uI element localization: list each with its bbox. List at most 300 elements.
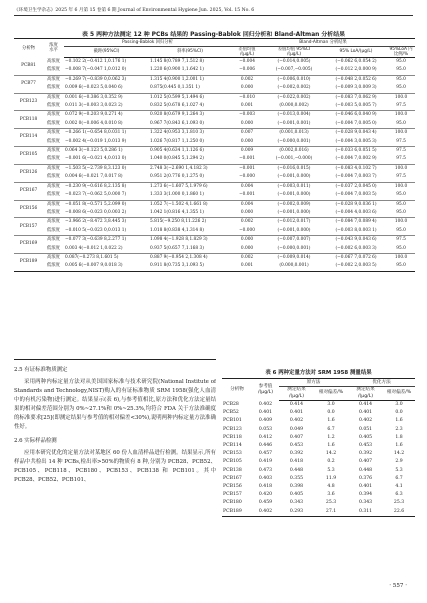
t6-cell-d2: 6.7 <box>395 475 403 481</box>
t6-cell-d2: 5.3 <box>395 467 403 473</box>
t6-cell-d1: 0.2 <box>327 459 335 465</box>
t6-cell-m2: 0.407 <box>358 459 373 465</box>
t6-cell-m1: 0.049 <box>289 426 304 432</box>
t5-cell-prop: 100.0 <box>387 111 415 120</box>
t5-cell-prop: 97.5 <box>396 156 406 162</box>
t6-cell-d2: 3.0 <box>395 402 403 407</box>
t5-cell-loa: (−0.002 2,0.003 5) <box>335 263 377 269</box>
t6-cell-m2: 0.448 <box>358 467 373 473</box>
t5-cell-intercept: −3.966 2(−8.472 3,8.445 3) <box>64 218 149 227</box>
table-row <box>14 191 415 200</box>
t5-cell-prop: 97.5 <box>396 103 406 109</box>
t6-cell-m2: 0.453 <box>358 443 373 449</box>
table-row <box>14 182 415 191</box>
t6-cell-m2: 0.402 <box>358 418 373 424</box>
t6-cell-m2: 0.343 <box>358 500 373 506</box>
t6-cell-a: PCB114 <box>223 443 242 449</box>
page-number: · 557 · <box>389 583 407 589</box>
t5-cell-slope: 0.911 8(0.735 3,1.093 5) <box>150 263 204 269</box>
t6-cell-d1: 14.2 <box>325 451 337 457</box>
t5-cell-meandiff: −0.003 <box>231 111 263 120</box>
table-row <box>14 218 415 227</box>
t6-cell-a: PCB123 <box>223 426 242 432</box>
table-row <box>222 483 415 491</box>
t5-cell-level: 低浓度 <box>47 192 60 198</box>
t5-cell-meandiff: 0.002 <box>231 253 263 262</box>
t6-cell-r: 0.409 <box>258 418 273 424</box>
table-row <box>14 200 415 209</box>
t5-cell-meanci: (−0.014,0.005) <box>277 59 311 64</box>
t5-cell-loa: (−0.037 2,0.045 0) <box>325 182 387 191</box>
t5-cell-slope: 0.832 5(0.678 6,1.027 4) <box>150 103 204 109</box>
table-row <box>14 236 415 245</box>
t5-cell-meanci: (−0.007,−0.005) <box>275 67 313 73</box>
t5-cell-prop: 95.0 <box>396 263 406 269</box>
t5-cell-slope: 0.951 2(0.776 0,1.275 0) <box>150 174 204 180</box>
t6-cell-m2: 0.392 <box>358 451 373 457</box>
t5-col-level: 浓度 水平 <box>49 42 58 54</box>
t5-cell-loa: (−0.048 2,0.052 6) <box>325 75 387 84</box>
t5-cell-intercept: −0.023 7(−0.062 5,0.000 7) <box>65 192 127 198</box>
t5-cell-slope: 1.220 6(0.900 1,1.642 1) <box>150 67 204 73</box>
t5-cell-loa: (−0.084 7,0.089 4) <box>325 218 387 227</box>
t6-cell-d2: 2.9 <box>395 459 403 465</box>
t5-cell-prop: 100.0 <box>387 182 415 191</box>
t5-cell-meanci: (−0.009,0.014) <box>263 253 325 262</box>
t5-cell-intercept: 0.004 6(−0.021 7,0.017 8) <box>65 174 123 180</box>
t5-cell-intercept: −0.051 8(−0.571 5,2.099 0) <box>64 200 149 209</box>
t5-cell-meanci: (−0.001,0.000) <box>277 227 311 233</box>
t5-cell-intercept: 0.072 9(−0.203 9,0.271 4) <box>64 111 149 120</box>
t5-cell-loa: (−0.004 7,0.002 9) <box>335 156 377 162</box>
t5-cell-intercept: 0.064 3(−0.123 5,0.286 1) <box>64 147 149 156</box>
t5-col-loa-prop: 95%LoA 内 比例/% <box>387 47 415 58</box>
t5-cell-loa: (−0.033 6,0.051 5) <box>325 147 387 156</box>
t5-group-passing-bablok: Passing-Bablok 回归分析 <box>64 39 231 47</box>
t5-cell-prop: 100.0 <box>387 218 415 227</box>
t5-cell-meandiff: 0.000 <box>240 120 254 126</box>
t5-cell-loa: (−0.067 7,0.072 6) <box>325 253 387 262</box>
t6-cell-r: 0.473 <box>258 467 273 473</box>
t5-cell-meandiff: −0.010 <box>231 93 263 102</box>
t5-cell-intercept: −0.008 6(−0.023 0,0.003 2) <box>65 209 127 215</box>
t5-cell-prop: 97.5 <box>387 147 415 156</box>
t5-cell-intercept: 0.087(−0.273 8,1.601 5) <box>64 253 149 262</box>
t5-cell-analyte: PCB189 <box>14 253 43 271</box>
t5-cell-level: 高浓度 <box>43 111 64 120</box>
t6-cell-m1: 0.448 <box>289 467 304 473</box>
header-rule <box>14 15 413 16</box>
section-heading-2-5: 2.5 有证标准物质测定 <box>14 367 68 373</box>
t6-cell-r: 0.446 <box>258 443 273 449</box>
t5-cell-level: 低浓度 <box>47 120 60 126</box>
t6-col-meas-orig: 测定结果 /(μg/L) <box>279 387 314 401</box>
t5-cell-loa: (−0.009 3,0.009 3) <box>335 85 377 91</box>
t6-cell-m2: 0.051 <box>358 426 373 432</box>
t5-cell-meanci: (−0.001,0.001) <box>277 120 311 126</box>
t5-cell-meanci: (−0.003,0.011) <box>263 182 325 191</box>
t5-cell-meanci: (−0.002,0.009) <box>263 200 325 209</box>
t5-cell-level: 高浓度 <box>43 164 64 173</box>
t6-cell-r: 0.402 <box>258 401 273 407</box>
t6-cell-m2: 0.376 <box>358 475 373 481</box>
t5-cell-meandiff: −0.000 <box>239 227 255 233</box>
t5-cell-prop: 95.0 <box>396 85 406 91</box>
table5 <box>14 38 415 272</box>
table-row <box>222 458 415 466</box>
t5-cell-meanci: (−0.006,0.010) <box>263 75 325 84</box>
table-row <box>14 84 415 93</box>
table-row <box>222 475 415 483</box>
t6-cell-a: PCB52 <box>223 410 239 416</box>
t6-col-meas-opt: 测定结果 /(μg/L) <box>348 387 383 401</box>
t5-cell-prop: 100.0 <box>387 129 415 138</box>
t5-cell-analyte: PCB169 <box>14 236 43 254</box>
table-row <box>14 173 415 182</box>
t6-cell-m2: 0.311 <box>358 508 373 514</box>
t6-cell-a: PCB105 <box>223 459 242 465</box>
t5-cell-intercept: −0.010 5(−0.023 0,0.013 1) <box>65 227 127 233</box>
t6-cell-a: PCB101 <box>223 418 242 424</box>
t5-cell-slope: 0.967 7(0.843 6,1.093 0) <box>150 120 204 126</box>
t6-cell-d2: 6.3 <box>395 492 403 498</box>
t5-cell-intercept: 0.002 0(−0.006 4,0.010 8) <box>65 120 123 126</box>
running-header: 《环境卫生学杂志》2025 年 6 月第 15 卷第 6 期 Journal of Environmental Hygiene Jun. 2025, Vol. 15 No. 6 <box>14 8 255 13</box>
t5-cell-meanci: (−0.012,0.017) <box>263 218 325 227</box>
table-row <box>14 155 415 164</box>
t5-cell-meanci: (−0.007,0.007) <box>263 236 325 245</box>
t6-cell-m1: 0.407 <box>289 434 304 440</box>
t6-cell-d1: 1.6 <box>327 418 335 424</box>
t5-cell-slope: 0.887 9(−0.954 2,1.308 4) <box>149 253 231 262</box>
t5-cell-level: 高浓度 <box>43 182 64 191</box>
t5-cell-slope: 0.905 4(0.634 1,1.126 6) <box>149 147 231 156</box>
t5-cell-meandiff: 0.000 <box>231 236 263 245</box>
t5-cell-loa: (−0.043 9,0.043 6) <box>325 236 387 245</box>
t5-cell-meandiff: 0.009 <box>231 147 263 156</box>
t6-cell-d1: 25.3 <box>325 500 337 506</box>
t5-cell-meandiff: −0.001 <box>239 192 255 198</box>
t5-cell-meanci: (0.000,0.002) <box>279 103 309 109</box>
t5-cell-prop: 97.5 <box>387 236 415 245</box>
t5-cell-meandiff: 0.004 <box>231 200 263 209</box>
t6-cell-d1: 3.6 <box>327 492 335 498</box>
t6-cell-d1: 4.8 <box>327 484 335 490</box>
t5-cell-intercept: −0.008 7(−0.047 1,0.012 0) <box>65 67 127 73</box>
t5-col-intercept: 截距(95%CI) <box>64 47 149 58</box>
table-row <box>14 120 415 129</box>
t5-cell-meanci: (−0.001,−0.000) <box>275 156 313 162</box>
t5-cell-meandiff: −0.004 <box>239 59 255 64</box>
t5-cell-slope: 1.042 1(0.816 4,1.355 1) <box>150 209 204 215</box>
t5-cell-intercept: 0.005 6(−0.007 9,0.018 3) <box>65 263 123 269</box>
t6-cell-a: PCB118 <box>223 434 242 440</box>
t5-cell-slope: 1.098 4(−1.928 8,1.829 3) <box>149 236 231 245</box>
t5-cell-prop: 95.0 <box>396 245 406 251</box>
t6-cell-m1: 0.402 <box>289 418 304 424</box>
section-heading-2-6: 2.6 实际样品检测 <box>14 438 57 444</box>
table-row <box>14 129 415 138</box>
t6-cell-m1: 0.401 <box>289 410 304 416</box>
t5-cell-intercept: −0.269 7(−0.839 0,0.062 3) <box>64 75 149 84</box>
t5-cell-analyte: PCB81 <box>21 62 36 68</box>
t5-cell-loa: (−0.003 8,0.003 1) <box>335 227 377 233</box>
t5-cell-level: 高浓度 <box>43 218 64 227</box>
t5-group-bland-altman: Bland-Altman 分析结果 <box>231 39 415 47</box>
t5-cell-level: 高浓度 <box>47 58 60 64</box>
t5-cell-prop: 95.0 <box>396 227 406 233</box>
t6-cell-r: 0.412 <box>258 434 273 440</box>
t5-cell-prop: 95.0 <box>396 192 406 198</box>
t5-cell-loa: (−0.012 2,0.000 9) <box>335 67 377 73</box>
t6-cell-d2: 1.8 <box>395 434 403 440</box>
table-row <box>14 75 415 84</box>
t6-cell-d1: 6.7 <box>327 426 335 432</box>
t5-cell-analyte: PCB118 <box>14 111 43 129</box>
table-row <box>222 450 415 458</box>
t5-cell-intercept: −0.002 4(−0.019 1,0.013 9) <box>65 138 127 144</box>
t5-cell-meanci: (0.001,0.013) <box>263 129 325 138</box>
t6-cell-d2: 14.2 <box>393 451 405 457</box>
t6-cell-d1: 0.0 <box>327 410 335 416</box>
t6-cell-m1: 0.293 <box>289 508 304 514</box>
t5-cell-meanci: (−0.013,0.004) <box>263 111 325 120</box>
t5-cell-meanci: (0.002,0.016) <box>263 147 325 156</box>
t5-cell-level: 低浓度 <box>47 156 60 162</box>
t6-cell-m1: 0.355 <box>289 475 304 481</box>
t5-cell-prop: 100.0 <box>387 164 415 173</box>
t5-cell-meanci: (−0.000,0.001) <box>277 245 311 251</box>
t6-cell-d2: 22.6 <box>393 508 405 514</box>
t5-cell-level: 高浓度 <box>43 236 64 245</box>
t6-cell-a: PCB138 <box>223 467 242 473</box>
t5-cell-analyte: PCB156 <box>14 200 43 218</box>
t5-cell-intercept: −0.102 2(−0.412 1,0.176 1) <box>65 59 127 64</box>
t5-cell-analyte: PCB157 <box>14 218 43 236</box>
t5-cell-analyte: PCB126 <box>14 164 43 182</box>
t5-cell-level: 低浓度 <box>47 227 60 233</box>
t6-cell-m1: 0.392 <box>289 451 304 457</box>
t5-cell-loa: (−0.003 5,0.005 7) <box>335 103 377 109</box>
t5-cell-prop: 95.0 <box>387 75 415 84</box>
t5-cell-meandiff: 0.000 <box>240 209 254 215</box>
t5-cell-intercept: 0.003 4(−0.012 1,0.022 2) <box>65 245 123 251</box>
t6-cell-r: 0.459 <box>258 500 273 506</box>
paragraph-sample-detection: 应用本研究优化的定量方法对某地区 60 份人血清样品进行检测。结果显示,所有样品中共检出 14 种 PCBs,检出率>50%的物质有 8 种,分别为 PCB28、PCB52、PCB105、PCB118、PCB180、PCB153、PCB138 和 PCB101。其中 PCB28、PCB52、PCB101、 <box>14 450 216 483</box>
table6-caption: 表 6 两种定量方法对 SRM 1958 测量结果 <box>265 370 372 376</box>
t5-cell-loa: (−0.004 7,0.005 0) <box>335 120 377 126</box>
table-row <box>222 409 415 417</box>
t5-cell-loa: (−0.028 9,0.043 4) <box>325 129 387 138</box>
t5-cell-meanci: (−0.000,0.001) <box>277 138 311 144</box>
t5-cell-meandiff: 0.000 <box>240 245 254 251</box>
t5-cell-level: 高浓度 <box>43 253 64 262</box>
t5-cell-level: 低浓度 <box>47 209 60 215</box>
t6-cell-d1: 1.6 <box>327 443 335 449</box>
table-row <box>14 111 415 120</box>
t5-cell-level: 低浓度 <box>47 138 60 144</box>
t5-cell-prop: 97.5 <box>396 138 406 144</box>
t6-cell-a: PCB28 <box>223 401 239 407</box>
t6-cell-a: PCB189 <box>223 508 242 514</box>
t5-cell-level: 高浓度 <box>43 147 64 156</box>
t5-cell-slope: 0.920 8(0.679 9,1.264 3) <box>149 111 231 120</box>
t6-group-original: 原方法 <box>279 379 348 387</box>
table-row <box>222 442 415 450</box>
t6-cell-m1: 0.414 <box>289 402 304 407</box>
table-row <box>14 147 415 156</box>
t6-cell-m2: 0.405 <box>358 434 373 440</box>
t5-col-slope: 斜率(95%CI) <box>149 47 231 58</box>
t5-col-analyte: 分析物 <box>22 45 35 51</box>
t5-cell-meandiff: 0.001 <box>240 263 254 269</box>
table-row <box>222 508 415 517</box>
t5-cell-slope: 5.815(−9.250 8,11.226 2) <box>149 218 231 227</box>
table-row <box>222 499 415 507</box>
t6-cell-d2: 25.3 <box>393 500 405 506</box>
t6-cell-d1: 27.1 <box>325 508 337 514</box>
table-row <box>222 467 415 475</box>
t5-cell-slope: 1.145 8(0.789 7,1.512 8) <box>150 59 204 64</box>
t5-cell-meandiff: 0.000 <box>240 85 254 91</box>
t5-cell-slope: 0.937 5(0.657 7,1.168 3) <box>150 245 204 251</box>
t5-cell-prop: 100.0 <box>387 253 415 262</box>
t5-cell-meandiff: 0.007 <box>231 129 263 138</box>
table-row <box>14 138 415 147</box>
t5-cell-level: 低浓度 <box>47 67 60 73</box>
t5-cell-meandiff: 0.002 <box>231 75 263 84</box>
t5-cell-meandiff: −0.001 <box>239 156 255 162</box>
t5-cell-intercept: 0.011 3(−0.003 3,0.023 2) <box>65 103 123 109</box>
t5-cell-analyte: PCB114 <box>14 129 43 147</box>
t6-cell-d1: 11.9 <box>325 475 337 481</box>
t5-col-loa: 95% LoA/(μg/L) <box>325 47 387 58</box>
t5-cell-meandiff: 0.004 <box>231 182 263 191</box>
t6-cell-d1: 1.2 <box>327 434 335 440</box>
t5-cell-slope: 2.748 3(−2.690 1,4.182 3) <box>149 164 231 173</box>
t5-cell-loa: (−0.004 4,0.003 6) <box>335 209 377 215</box>
t6-cell-r: 0.418 <box>258 484 273 490</box>
paragraph-reference-material: 采用两种内标定量方法对从美国国家标准与技术研究院(National Institute of Standards and Technology,NIST)购入的有证标准物质 SRM 1958(强化人血清中的有机污染物)进行测定。结果显示(表 6),与参考值相比,原方法和优化方法定量结果的相对偏差范围分别为 0%~27.1%和 0%~25.3%,均符合 FDA 关于方法准确度的标准要求[25](即测定结果与参考值的相对偏差<30%),说明两种内标定量方法准确性好。 <box>14 379 216 430</box>
t6-cell-m2: 0.414 <box>358 402 373 407</box>
t6-cell-m1: 0.418 <box>289 459 304 465</box>
t5-cell-intercept: −0.001 6(−0.021 4,0.013 0) <box>65 156 127 162</box>
t5-cell-loa: (−0.004 7,0.003 5) <box>335 192 377 198</box>
t5-cell-prop: 95.0 <box>387 200 415 209</box>
t5-cell-slope: 1.040 0(0.845 5,1.294 2) <box>150 156 204 162</box>
t6-cell-r: 0.402 <box>258 508 273 514</box>
t5-cell-loa: (−0.083 7,0.062 9) <box>325 93 387 102</box>
t5-cell-loa: (−0.002 6,0.003 3) <box>335 245 377 251</box>
t6-cell-a: PCB167 <box>223 475 242 481</box>
table-row <box>14 227 415 236</box>
t5-cell-slope: 1.333 3(1.000 0,1.860 1) <box>150 192 204 198</box>
t5-cell-analyte: PCB105 <box>14 147 43 165</box>
table6 <box>222 378 415 517</box>
t5-cell-analyte: PCB77 <box>14 75 43 93</box>
t6-cell-m1: 0.343 <box>289 500 304 506</box>
section-rule <box>14 359 216 360</box>
table-row <box>222 401 415 410</box>
t5-cell-meanci: (0.000,0.001) <box>279 263 309 269</box>
t5-cell-loa: (−0.004 7,0.003 7) <box>335 174 377 180</box>
t6-cell-a: PCB180 <box>223 500 242 506</box>
table-row <box>14 164 415 173</box>
t5-cell-meanci: (−0.016,0.015) <box>263 164 325 173</box>
t5-cell-meandiff: −0.006 <box>239 67 255 73</box>
t5-cell-meandiff: 0.000 <box>240 138 254 144</box>
t5-cell-loa: (−0.062 6,0.054 2) <box>335 59 377 64</box>
table-row <box>14 209 415 218</box>
t6-cell-r: 0.420 <box>258 492 273 498</box>
t5-cell-meanci: (−0.022,0.002) <box>263 93 325 102</box>
t5-cell-intercept: −0.077 3(−0.639 8,2.277 1) <box>64 236 149 245</box>
t5-cell-level: 低浓度 <box>47 174 60 180</box>
t6-cell-a: PCB156 <box>223 484 242 490</box>
t5-cell-loa: (−0.083 4,0.102 7) <box>325 164 387 173</box>
t6-cell-r: 0.457 <box>258 451 273 457</box>
t5-cell-prop: 100.0 <box>387 93 415 102</box>
t5-cell-intercept: −0.230 9(−0.616 8,2.135 8) <box>64 182 149 191</box>
t6-col-analyte: 分析物 <box>230 387 244 393</box>
table-row <box>14 262 415 271</box>
t5-cell-slope: 1.026 7(0.817 1,1.250 0) <box>150 138 204 144</box>
t6-cell-m1: 0.398 <box>289 484 304 490</box>
t6-cell-m2: 0.401 <box>358 484 373 490</box>
table-row <box>222 491 415 499</box>
t6-cell-a: PCB157 <box>223 492 242 498</box>
table-row <box>14 93 415 102</box>
t6-col-ref: 参考值 /(μg/L) <box>257 383 274 395</box>
t5-cell-level: 低浓度 <box>47 103 60 109</box>
t5-cell-meanci: (−0.001,0.000) <box>277 174 311 180</box>
t5-cell-level: 低浓度 <box>47 263 60 269</box>
t5-cell-meandiff: −0.000 <box>239 174 255 180</box>
t6-cell-m1: 0.453 <box>289 443 304 449</box>
t6-cell-a: PCB153 <box>223 451 242 457</box>
t5-cell-slope: 0.875(0.445 0,1.351 1) <box>150 85 200 91</box>
t6-col-dev-orig: 相对偏差/% <box>314 387 348 401</box>
t5-cell-level: 高浓度 <box>43 200 64 209</box>
t5-cell-prop: 97.5 <box>396 174 406 180</box>
t6-cell-d2: 1.6 <box>395 418 403 424</box>
t6-col-dev-opt: 相对偏差/% <box>383 387 415 401</box>
t6-cell-d1: 3.0 <box>327 402 335 407</box>
t5-cell-slope: 1.315 4(0.900 1,2.001 1) <box>149 75 231 84</box>
t5-cell-meandiff: 0.001 <box>240 103 254 109</box>
t5-cell-slope: 1.052 7(−1.502 4,1.661 8) <box>149 200 231 209</box>
t5-cell-analyte: PCB167 <box>14 182 43 200</box>
t6-cell-d1: 5.3 <box>327 467 335 473</box>
t5-col-meandiff: 差值均值 /(μg/L) <box>231 47 263 58</box>
t6-cell-m1: 0.405 <box>289 492 304 498</box>
t5-cell-prop: 95.0 <box>396 67 406 73</box>
t5-cell-level: 高浓度 <box>43 93 64 102</box>
table-row <box>222 417 415 425</box>
t5-cell-meanci: (−0.002,0.002) <box>277 85 311 91</box>
table-row <box>222 426 415 434</box>
table-row <box>14 66 415 75</box>
t5-cell-slope: 1.012 5(0.599 5,1.494 6) <box>149 93 231 102</box>
t6-cell-m2: 0.401 <box>358 410 373 416</box>
t5-cell-intercept: 0.009 6(−0.023 5,0.040 6) <box>65 85 123 91</box>
t6-cell-d2: 1.6 <box>395 443 403 449</box>
t6-cell-r: 0.053 <box>258 426 273 432</box>
t6-cell-m2: 0.394 <box>358 492 373 498</box>
t5-cell-loa: (−0.046 6,0.040 9) <box>325 111 387 120</box>
t6-cell-d2: 4.1 <box>395 484 403 490</box>
t5-col-meandiff-ci: 差值均值 95%CI /(μg/L) <box>263 47 325 58</box>
